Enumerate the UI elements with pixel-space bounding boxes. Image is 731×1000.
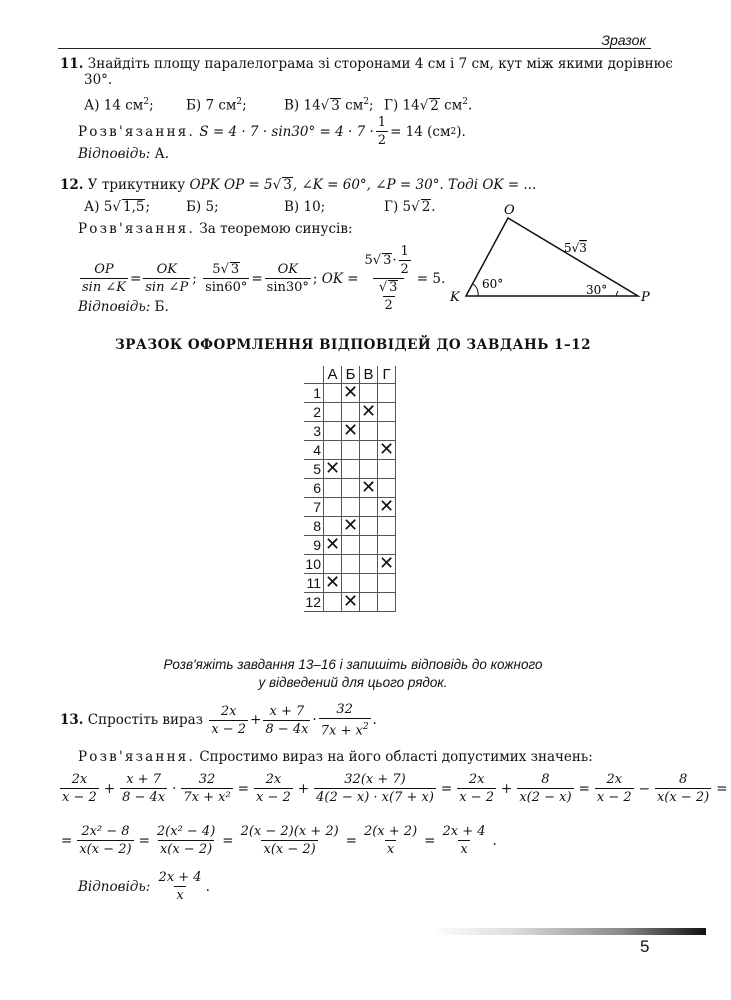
q13-derivation-line-1 (58, 772, 731, 805)
answer-cell (360, 517, 378, 536)
fraction: $\frac{8}{x(2 - x)}$ (519, 772, 572, 805)
answer-cell (378, 479, 396, 498)
answer-cell (360, 498, 378, 517)
answer-mark-cell (342, 593, 360, 612)
answer-row (304, 403, 396, 422)
answer-cell (324, 593, 342, 612)
answer-mark-cell (342, 517, 360, 536)
q11-answer: Відповідь: А. (78, 146, 170, 162)
answer-cell (360, 384, 378, 403)
col-header: А (324, 366, 342, 384)
q11-text-1: Знайдіть площу паралелограма зі сторонами 4 см і 7 см, кут між якими дорівнює (87, 56, 673, 72)
answer-cell (342, 536, 360, 555)
cross-mark-icon: ✕ (342, 515, 359, 535)
answer-cell (324, 479, 342, 498)
operator: = (345, 832, 357, 849)
row-number: 5 (304, 460, 324, 479)
operator: · (172, 780, 177, 797)
footer-gradient-bar (430, 928, 706, 935)
fraction: $\frac{8}{x(x - 2)}$ (656, 772, 710, 805)
answer-cell (360, 536, 378, 555)
fraction: $\frac{32}{\text{7x + x²}}$ (183, 772, 231, 805)
cross-mark-icon: ✕ (360, 401, 377, 421)
col-header: Б (342, 366, 360, 384)
answer-cell (378, 460, 396, 479)
fraction: $\frac{2x}{x - 2}$ (256, 772, 291, 805)
angle-k-arc (473, 284, 478, 296)
cross-mark-icon: ✕ (342, 420, 359, 440)
cross-mark-icon: ✕ (378, 439, 395, 459)
answer-row (304, 460, 396, 479)
answer-cell (378, 574, 396, 593)
answer-cell (342, 460, 360, 479)
cross-mark-icon: ✕ (324, 572, 341, 592)
answer-cell (342, 574, 360, 593)
row-number: 8 (304, 517, 324, 536)
header-label: Зразок (601, 32, 646, 48)
answer-row (304, 593, 396, 612)
q11-text-2: 30°. (84, 72, 113, 88)
answer-row (304, 479, 396, 498)
answer-mark-cell (360, 479, 378, 498)
answer-row (304, 441, 396, 460)
answer-cell (342, 498, 360, 517)
row-number: 2 (304, 403, 324, 422)
triangle-diagram (440, 200, 660, 310)
fraction: $\frac{2x}{x - 2}$ (596, 772, 632, 805)
answer-cell (360, 441, 378, 460)
answer-row (304, 384, 396, 403)
operator: + (297, 780, 310, 797)
answer-mark-cell (360, 403, 378, 422)
instruction (0, 656, 706, 692)
operator: = (138, 832, 150, 849)
answer-cell (378, 384, 396, 403)
q11-option-c: В) 14√ 3 $см^2$; (284, 97, 374, 114)
answer-cell (360, 460, 378, 479)
cross-mark-icon: ✕ (324, 458, 341, 478)
answer-cell (342, 555, 360, 574)
answer-cell (360, 593, 378, 612)
operator: = (716, 780, 728, 797)
q12-answer: Відповідь: Б. (78, 299, 169, 315)
answer-cell (324, 498, 342, 517)
answer-row (304, 517, 396, 536)
fraction: $\frac{2x}{x - 2}$ (62, 772, 97, 805)
q12-option-a: А) 5√ 1,5; (84, 199, 151, 215)
fraction: $\frac{2(x + 2)}{x}$ (363, 824, 418, 857)
q11-option-d: Г) 14√ 2 $см^2$. (384, 97, 473, 114)
answer-mark-cell (342, 384, 360, 403)
col-header: Г (378, 366, 396, 384)
answer-cell (378, 422, 396, 441)
operator: . (492, 832, 497, 849)
cross-mark-icon: ✕ (342, 591, 359, 611)
row-number: 9 (304, 536, 324, 555)
answer-cell (378, 536, 396, 555)
fraction: $\frac{\text{2x² − 8}}{x(x - 2)}$ (79, 824, 132, 857)
q12-line1: 12. У трикутнику OPK OP = 5√ 3, ∠K = 60°, ∠P = 30°. Тоді OK = ... (60, 177, 537, 193)
row-number: 7 (304, 498, 324, 517)
answer-cell (324, 517, 342, 536)
cross-mark-icon: ✕ (360, 477, 377, 497)
answer-cell (360, 574, 378, 593)
q11-solution: Розв'язання. S = 4 · 7 · sin30° = 4 · 7 · $\frac{1}{2}$ = 14 (см 2 ). (78, 115, 466, 148)
answer-cell (342, 403, 360, 422)
fraction: $\frac{\text{2(x² − 4)}}{x(x - 2)}$ (156, 824, 216, 857)
answer-row (304, 536, 396, 555)
cross-mark-icon: ✕ (378, 553, 395, 573)
angle-p-label: 30° (586, 283, 608, 297)
row-number: 11 (304, 574, 324, 593)
q11-option-b: Б) 7 $см^2$; (186, 97, 247, 114)
row-number: 12 (304, 593, 324, 612)
answer-cell (378, 593, 396, 612)
answer-cell (342, 441, 360, 460)
cross-mark-icon: ✕ (378, 496, 395, 516)
answer-cell (324, 555, 342, 574)
answer-mark-cell (378, 555, 396, 574)
fraction: $\frac{2x}{x - 2}$ (459, 772, 494, 805)
fraction: $\frac{x + 7}{8 - 4x}$ (122, 772, 166, 805)
col-header: В (360, 366, 378, 384)
answer-mark-cell (324, 536, 342, 555)
instruction-line-2: у відведений для цього рядок. (258, 675, 448, 690)
operator: = (424, 832, 436, 849)
page-header (0, 0, 706, 50)
row-number: 3 (304, 422, 324, 441)
fraction: $\frac{32(x + 7)}{4(2 - x) \cdot x(7 + x)}$ (316, 772, 434, 805)
answer-mark-cell (324, 574, 342, 593)
header-rule (58, 48, 651, 49)
answer-cell (324, 441, 342, 460)
q12-option-b: Б) 5; (186, 199, 219, 215)
vertex-p-label: P (641, 290, 650, 305)
answer-row (304, 574, 396, 593)
vertex-o-label: O (504, 203, 515, 218)
answer-cell (324, 384, 342, 403)
answer-mark-cell (378, 441, 396, 460)
q13-line1: 13. Спростіть вираз $\frac{2x}{x - 2}$ + $\frac{x + 7}{8 - 4x}$ · $\frac{32}{7x + x^2}$ . (60, 702, 377, 739)
q13-solution-intro: Розв'язання. Спростимо вираз на його області допустимих значень: (78, 749, 593, 765)
q11-line1 (60, 55, 673, 73)
fraction: $\frac{2(x - 2)(x + 2)}{x(x - 2)}$ (240, 824, 339, 857)
operator: = (222, 832, 234, 849)
answer-cell (342, 479, 360, 498)
q12-solution-intro: Розв'язання. За теоремою синусів: (78, 221, 353, 237)
answer-row (304, 498, 396, 517)
operator: + (103, 780, 116, 797)
row-number: 10 (304, 555, 324, 574)
q12-option-c: В) 10; (284, 199, 326, 215)
answer-cell (360, 422, 378, 441)
operator: − (638, 780, 650, 797)
fraction: $\frac{2x + 4}{x}$ (442, 824, 486, 857)
answer-cell (324, 403, 342, 422)
q12-option-d: Г) 5√ 2. (384, 199, 436, 215)
row-number: 4 (304, 441, 324, 460)
q13-answer: Відповідь: $\frac{2x + 4}{x}$ . (78, 870, 210, 903)
row-number: 1 (304, 384, 324, 403)
instruction-line-1: Розв'яжіть завдання 13–16 і запишіть відповідь до кожного (163, 657, 543, 672)
answer-mark-cell (324, 460, 342, 479)
operator: = (578, 780, 590, 797)
answer-row (304, 422, 396, 441)
operator: + (501, 780, 513, 797)
side-op-label: 5√3 (564, 241, 587, 255)
operator: = (61, 832, 73, 849)
page-number: 5 (640, 937, 650, 956)
answer-cell (360, 555, 378, 574)
answer-grid (304, 366, 396, 612)
answer-cell (324, 422, 342, 441)
answer-cell (378, 517, 396, 536)
cross-mark-icon: ✕ (342, 382, 359, 402)
answer-cell (378, 403, 396, 422)
answer-row (304, 555, 396, 574)
q12-sine-law: $\frac{OP}{\sin \angle K}$ = $\frac{OK}{\sin \angle P}$ ; $\frac{5√ 3}{\sin 60^\circ}$ = $\frac{OK}{\sin 30^\circ}$ ; OK = 5 √ 3 · $\frac{1}{2}$ $\frac{√ 3}{2}$ = 5. (82, 244, 446, 313)
cross-mark-icon: ✕ (324, 534, 341, 554)
answer-mark-cell (378, 498, 396, 517)
q13-derivation-line-2 (58, 824, 500, 857)
vertex-k-label: K (450, 290, 460, 305)
q11-number: 11. (60, 56, 84, 72)
answer-mark-cell (342, 422, 360, 441)
operator: = (237, 780, 250, 797)
angle-k-label: 60° (482, 277, 504, 291)
answers-section-title: ЗРАЗОК ОФОРМЛЕННЯ ВІДПОВІДЕЙ ДО ЗАВДАНЬ 1–12 (115, 337, 591, 353)
q11-option-a: А) 14 $см^2$; (84, 97, 154, 114)
row-number: 6 (304, 479, 324, 498)
operator: = (440, 780, 453, 797)
